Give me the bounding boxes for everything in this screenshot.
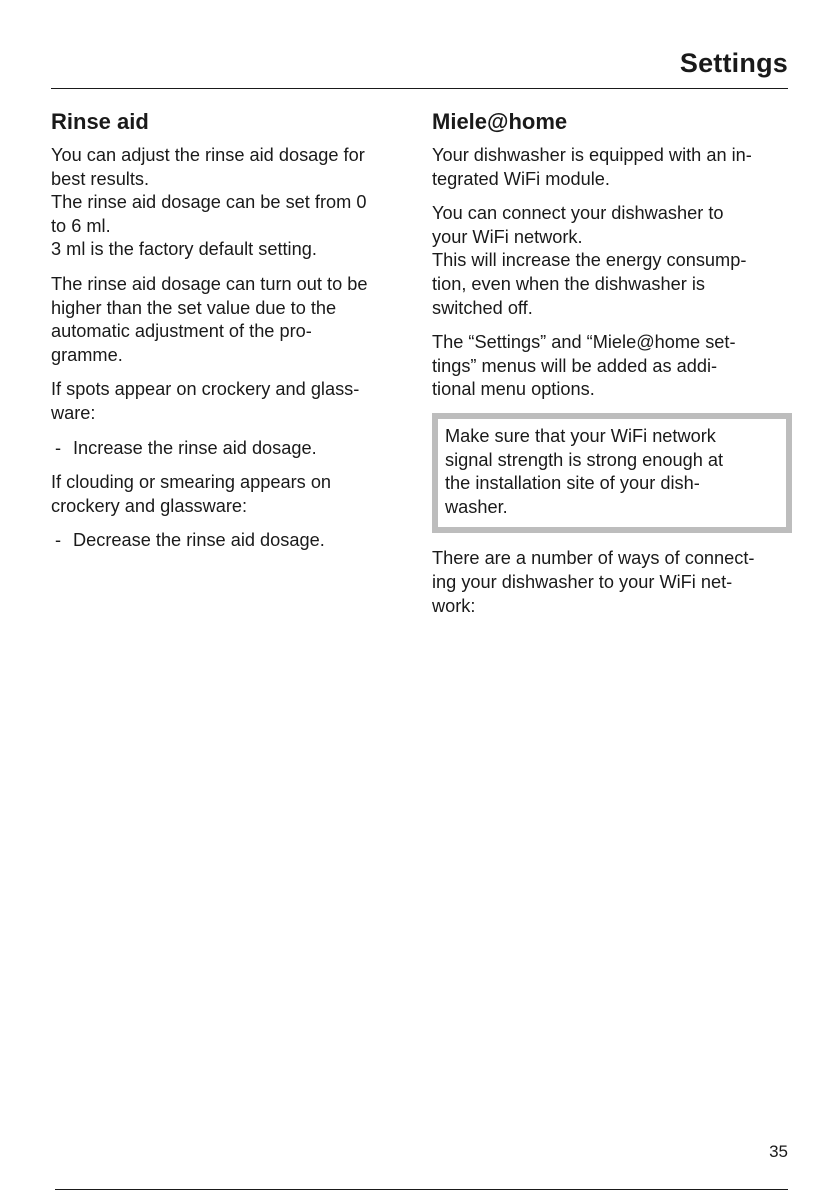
text-line: best results.: [51, 168, 150, 189]
miele-home-paragraph-1: [432, 144, 792, 191]
text-line: tion, even when the dishwasher is: [432, 273, 705, 294]
text-line: This will increase the energy consump-: [432, 250, 747, 271]
note-line: signal strength is strong enough at: [445, 449, 724, 470]
page-title: Settings: [679, 48, 788, 78]
dash-bullet: -: [55, 530, 62, 551]
header-divider: [51, 88, 788, 89]
footer-divider: [55, 1189, 788, 1190]
text-line: ware:: [51, 402, 96, 423]
text-line: higher than the set value due to the: [51, 297, 337, 318]
text-line: gramme.: [51, 344, 123, 365]
note-box: [432, 413, 792, 533]
miele-home-paragraph-2: [432, 202, 792, 320]
list-item-text: Decrease the rinse aid dosage.: [73, 530, 325, 551]
miele-home-heading: Miele@home: [432, 109, 568, 134]
rinse-aid-section: [51, 108, 407, 564]
text-line: 3 ml is the factory default setting.: [51, 239, 317, 260]
text-line: work:: [432, 595, 476, 616]
text-line: tegrated WiFi module.: [432, 168, 610, 189]
miele-home-paragraph-4: [432, 547, 792, 618]
text-line: You can connect your dishwasher to: [432, 203, 724, 224]
list-item: [51, 529, 407, 553]
rinse-aid-heading: Rinse aid: [51, 109, 149, 134]
text-line: crockery and glassware:: [51, 495, 248, 516]
text-line: to 6 ml.: [51, 215, 111, 236]
miele-home-paragraph-3: [432, 331, 792, 402]
text-line: You can adjust the rinse aid dosage for: [51, 145, 365, 165]
note-line: the installation site of your dish-: [445, 473, 700, 494]
page-number: 35: [769, 1142, 788, 1161]
miele-home-section: [432, 108, 792, 629]
text-line: Your dishwasher is equipped with an in-: [432, 145, 752, 165]
text-line: The “Settings” and “Miele@home set-: [432, 332, 736, 353]
text-line: The rinse aid dosage can be set from 0: [51, 192, 367, 213]
text-line: If clouding or smearing appears on: [51, 472, 332, 493]
text-line: automatic adjustment of the pro-: [51, 321, 312, 342]
text-line: The rinse aid dosage can turn out to be: [51, 273, 368, 294]
text-line: tional menu options.: [432, 379, 595, 400]
text-line: your WiFi network.: [432, 226, 583, 247]
rinse-aid-paragraph-4: [51, 471, 407, 518]
text-line: If spots appear on crockery and glass-: [51, 379, 360, 400]
note-line: washer.: [445, 496, 508, 517]
text-line: tings” menus will be added as addi-: [432, 355, 718, 376]
text-line: switched off.: [432, 297, 533, 318]
rinse-aid-paragraph-3: [51, 378, 407, 425]
rinse-aid-paragraph-1: [51, 144, 407, 262]
list-item: [51, 437, 407, 461]
text-line: ing your dishwasher to your WiFi net-: [432, 571, 733, 592]
note-line: Make sure that your WiFi network: [445, 425, 716, 446]
rinse-aid-paragraph-2: [51, 273, 407, 367]
text-line: There are a number of ways of connect-: [432, 548, 755, 569]
dash-bullet: -: [55, 437, 62, 458]
list-item-text: Increase the rinse aid dosage.: [73, 437, 317, 458]
